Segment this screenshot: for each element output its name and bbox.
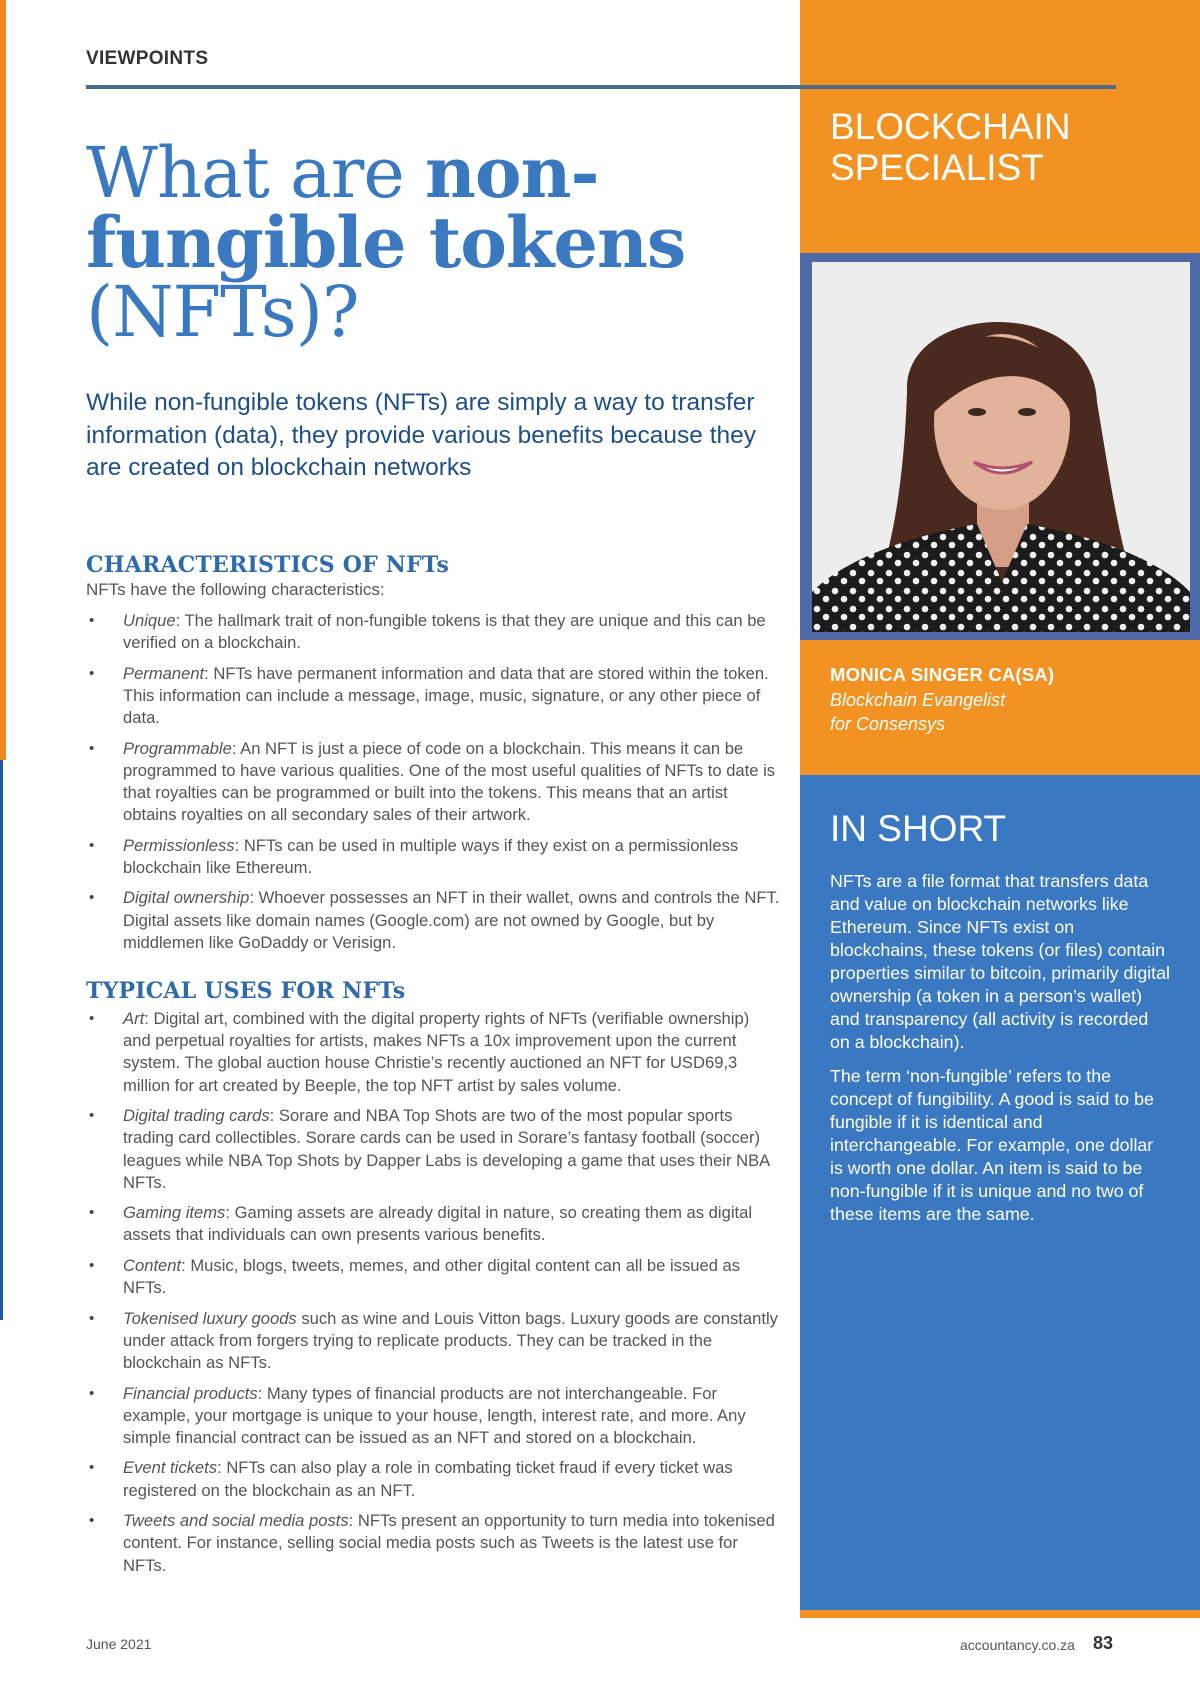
in-short-paragraph-2: The term ‘non-fungible’ refers to the concept of fungibility. A good is said to be fungible if it is identical and interchangeable. For example, one dollar is worth one dollar. An item is said to be non-fungible if it is unique and no two of these items are the same. <box>830 1066 1154 1224</box>
list-item-term: Unique <box>123 611 176 630</box>
list-item-term: Digital ownership <box>123 888 250 908</box>
list-item-term: Gaming items <box>123 1203 226 1223</box>
bullet-icon: • <box>89 664 95 682</box>
list-item-text: Many types of financial products are not interchangeable. For example, your mortgage is unique to your house, length, interest rate, and more. Any simple financial contract can be issued as an NFT and stored on a blockchain. <box>123 1383 746 1447</box>
list-item <box>86 610 781 654</box>
bullet-icon: • <box>89 612 95 629</box>
characteristics-heading: CHARACTERISTICS OF NFTs <box>86 552 450 578</box>
author-photo <box>812 262 1190 632</box>
list-item-term: Permanent <box>123 663 205 683</box>
left-edge-stripe-lower <box>0 760 3 1320</box>
list-item-term: Art <box>123 1009 145 1028</box>
list-item-text: Sorare and NBA Top Shots are two of the most popular sports trading card collectibles. Sorare cards can be used in Sorare’s fantasy football (soccer) leagues while NBA Top Shots by Dapper Labs is developing a game that uses their NBA NFTs. <box>123 1106 770 1192</box>
list-item-text: NFTs can also play a role in combating ticket fraud if every ticket was registered on the blockchain as an NFT. <box>123 1458 733 1500</box>
list-item-text: NFTs can be used in multiple ways if they exist on a permissionless blockchain like Ethereum. <box>123 835 739 877</box>
list-item-text: Whoever possesses an NFT in their wallet, owns and controls the NFT. Digital assets like domain names (Google.com) are not owned by Google, but by middlemen like GoDaddy or Verisign. <box>123 888 780 952</box>
list-item <box>86 1510 781 1577</box>
list-item-term: Content <box>123 1255 182 1275</box>
article-title <box>86 131 746 353</box>
list-item <box>86 835 781 879</box>
bullet-icon: • <box>89 739 95 757</box>
bullet-icon: • <box>89 836 95 854</box>
footer-date: June 2021 <box>86 1636 152 1652</box>
title-regular: What are <box>86 132 426 214</box>
list-item <box>86 1308 781 1375</box>
uses-list <box>86 1008 781 1585</box>
sidebar-bottom-bar <box>800 1610 1200 1618</box>
sidebar-title-line2: SPECIALIST <box>830 147 1044 188</box>
list-item-term: Event tickets <box>123 1458 218 1478</box>
article-lead: While non-fungible tokens (NFTs) are simply a way to transfer information (data), they provide various benefits because they are created on blockchain networks <box>86 389 757 481</box>
list-item <box>86 1202 781 1246</box>
list-item-text: An NFT is just a piece of code on a blockchain. This means it can be programmed to have various qualities. One of the most useful qualities of NFTs to date is that royalties can be programmed or built into the tokens. This means that an artist obtains royalties on all secondary sales of their artwork. <box>123 738 776 825</box>
author-name: MONICA SINGER CA(SA) <box>830 664 1055 685</box>
title-bold: non-fungible tokens <box>86 131 686 284</box>
bullet-icon: • <box>89 1204 95 1222</box>
page-number: 83 <box>1093 1633 1114 1653</box>
list-item-separator: : <box>234 835 240 855</box>
list-item-separator: : <box>225 1203 230 1223</box>
list-item-term: Digital trading cards <box>123 1106 270 1126</box>
list-item <box>86 1008 781 1097</box>
list-item-separator: : <box>231 738 237 758</box>
list-item-separator: : <box>217 1458 222 1478</box>
list-item-separator: : <box>348 1511 354 1531</box>
bullet-icon: • <box>89 1010 95 1027</box>
author-role <box>830 688 1005 736</box>
bullet-icon: • <box>89 1107 95 1125</box>
author-role-line1: Blockchain Evangelist <box>830 690 1006 710</box>
in-short-text <box>830 870 1170 1237</box>
list-item-term: Programmable <box>123 738 232 758</box>
list-item <box>86 1255 781 1299</box>
list-item-text: such as wine and Louis Vitton bags. Luxury goods are constantly under attack from forgers trying to replicate products. They can be tracked in the blockchain as NFTs. <box>123 1308 778 1373</box>
bullet-icon: • <box>89 1309 95 1327</box>
list-item-separator: : <box>269 1106 275 1126</box>
list-item <box>86 1105 781 1194</box>
list-item-term: Tokenised luxury goods <box>123 1308 297 1328</box>
sidebar-rule <box>800 85 1116 89</box>
bullet-icon: • <box>89 1384 95 1402</box>
list-item-text: NFTs present an opportunity to turn media into tokenised content. For instance, selling social media posts such as Tweets is the latest use for NFTs. <box>123 1511 775 1575</box>
author-role-line2: for Consensys <box>830 714 946 734</box>
list-item <box>86 1457 781 1501</box>
in-short-heading: IN SHORT <box>830 808 1007 849</box>
bullet-icon: • <box>89 1459 95 1477</box>
author-portrait-image <box>812 262 1190 632</box>
characteristics-intro: NFTs have the following characteristics: <box>86 580 385 599</box>
footer-site: accountancy.co.za <box>960 1637 1075 1653</box>
list-item-text: Digital art, combined with the digital property rights of NFTs (verifiable ownership) and perpetual royalties for artists, makes NFTs a 10x improvement upon the current system. The global auction house Christie’s recently auctioned an NFT for USD69,3 million for art created by Beeple, the top NFT artist by sales volume. <box>123 1009 750 1095</box>
bullet-icon: • <box>89 1256 95 1274</box>
bullet-icon: • <box>89 889 95 907</box>
list-item-term: Financial products <box>123 1383 258 1403</box>
list-item <box>86 738 781 827</box>
list-item <box>86 663 781 730</box>
left-edge-stripe <box>0 0 6 760</box>
sidebar-title-line1: BLOCKCHAIN <box>830 106 1071 147</box>
bullet-icon: • <box>89 1512 95 1530</box>
list-item <box>86 1383 781 1450</box>
sidebar-title <box>830 106 1150 188</box>
list-item-separator: : <box>181 1255 186 1275</box>
uses-heading: TYPICAL USES FOR NFTs <box>86 978 406 1004</box>
list-item-separator: : <box>257 1383 263 1403</box>
list-item-term: Permissionless <box>123 835 235 855</box>
list-item-separator: : <box>144 1009 149 1028</box>
title-tail: (NFTs)? <box>86 271 359 353</box>
section-label: VIEWPOINTS <box>86 48 209 69</box>
characteristics-list <box>86 610 781 962</box>
list-item-text: The hallmark trait of non-fungible tokens is that they are unique and this can be verified on a blockchain. <box>123 611 766 653</box>
list-item-separator: : <box>204 663 209 683</box>
list-item-text: NFTs have permanent information and data that are stored within the token. This information can include a message, image, music, signature, or any other piece of data. <box>123 663 769 728</box>
list-item-separator: : <box>175 611 181 630</box>
list-item-text: Gaming assets are already digital in nature, so creating them as digital assets that individuals can own presents various benefits. <box>123 1203 753 1245</box>
list-item-text: Music, blogs, tweets, memes, and other digital content can all be issued as NFTs. <box>123 1255 741 1298</box>
list-item-separator: : <box>249 888 254 908</box>
in-short-paragraph-1: NFTs are a file format that transfers data and value on blockchain networks like Ethereum. Since NFTs exist on blockchains, these tokens (or files) contain properties similar to bitcoin, primarily digital ownership (a token in a person’s wallet) and transparency (all activity is recorded on a blockchain). <box>830 871 1170 1052</box>
list-item-term: Tweets and social media posts <box>123 1511 349 1531</box>
list-item <box>86 887 781 954</box>
